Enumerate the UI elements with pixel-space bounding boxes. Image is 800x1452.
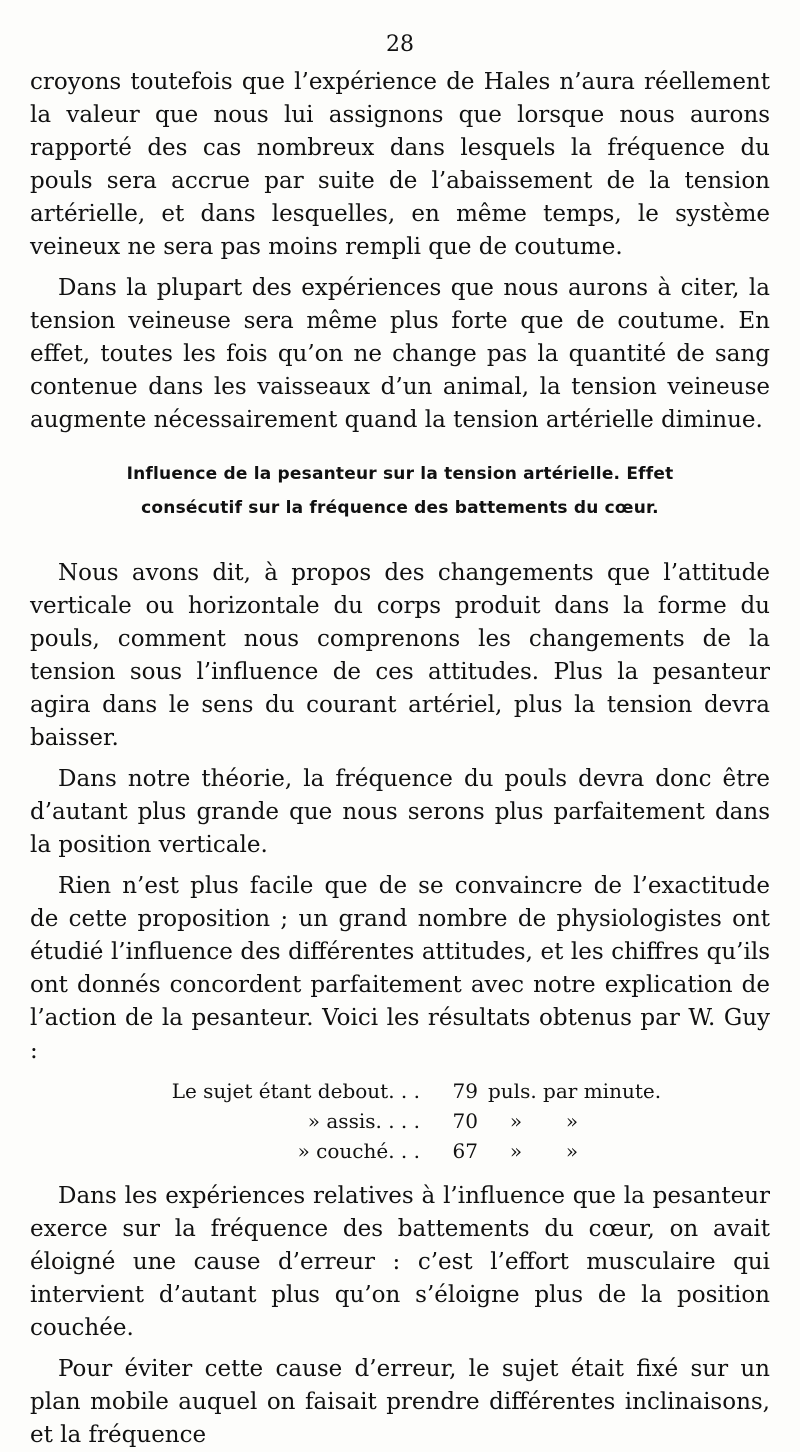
page-number: 28 (386, 32, 414, 57)
table-row (168, 1076, 661, 1106)
pulse-value: 70 (452, 1109, 478, 1133)
paragraph-continued: croyons toutefois que l’expérience de Hales n’aura réellement la valeur que nous lui assignons que lorsque nous aurons rapporté des cas nombreux dans lesquels la fréquence du pouls sera accrue par suite de l’abaissement de la tension artérielle, et dans lesquelles, en même temps, le système veineux ne sera pas moins rempli que de coutume. (30, 69, 770, 260)
posture-label: Le sujet étant debout. . . (171, 1079, 420, 1103)
posture-label: » couché. . . (297, 1139, 420, 1163)
paragraph: Dans notre théorie, la fréquence du pouls devra donc être d’autant plus grande que nous serons plus parfaitement dans la position verticale. (30, 766, 770, 858)
ditto-mark: » (565, 1109, 579, 1133)
pulse-value: 67 (452, 1139, 478, 1163)
table-row (168, 1106, 661, 1136)
table-row (168, 1136, 661, 1166)
pulse-unit-ditto (488, 1136, 661, 1166)
pulse-unit: puls. par minute. (488, 1079, 662, 1103)
paragraph: Nous avons dit, à propos des changements que l’attitude verticale ou horizontale du corps produit dans la forme du pouls, comment nous comprenons les changements de la tension sous l’influence de ces attitudes. Plus la pesanteur agira dans le sens du courant artériel, plus la tension devra baisser. (30, 560, 770, 751)
section-heading-line-2: consécutif sur la fréquence des battements du cœur. (141, 498, 659, 518)
posture-label: » assis. . . . (307, 1109, 420, 1133)
pulse-unit-ditto (488, 1106, 661, 1136)
pulse-results-table (168, 1076, 661, 1166)
pulse-value: 79 (452, 1079, 478, 1103)
section-heading-line-1: Influence de la pesanteur sur la tension artérielle. Effet (126, 464, 674, 484)
ditto-mark: » (509, 1109, 523, 1133)
paragraph: Rien n’est plus facile que de se convaincre de l’exactitude de cette proposition ; un grand nombre de physiologistes ont étudié l’influence des différentes attitudes, et les chiffres qu’ils ont donnés concordent parfaitement avec notre explication de l’action de la pesanteur. Voici les résultats obtenus par W. Guy : (30, 873, 770, 1064)
ditto-mark: » (565, 1139, 579, 1163)
section-heading (30, 457, 770, 525)
ditto-mark: » (509, 1139, 523, 1163)
paragraph: Dans la plupart des expériences que nous aurons à citer, la tension veineuse sera même plus forte que de coutume. En effet, toutes les fois qu’on ne change pas la quantité de sang contenue dans les vaisseaux d’un animal, la tension veineuse augmente nécessairement quand la tension artérielle diminue. (30, 275, 770, 433)
paragraph: Dans les expériences relatives à l’influence que la pesanteur exerce sur la fréquence des battements du cœur, on avait éloigné une cause d’erreur : c’est l’effort musculaire qui intervient d’autant plus qu’on s’éloigne plus de la position couchée. (30, 1183, 770, 1341)
paragraph: Pour éviter cette cause d’erreur, le sujet était fixé sur un plan mobile auquel on faisait prendre différentes inclinaisons, et la fréquence (30, 1356, 770, 1448)
